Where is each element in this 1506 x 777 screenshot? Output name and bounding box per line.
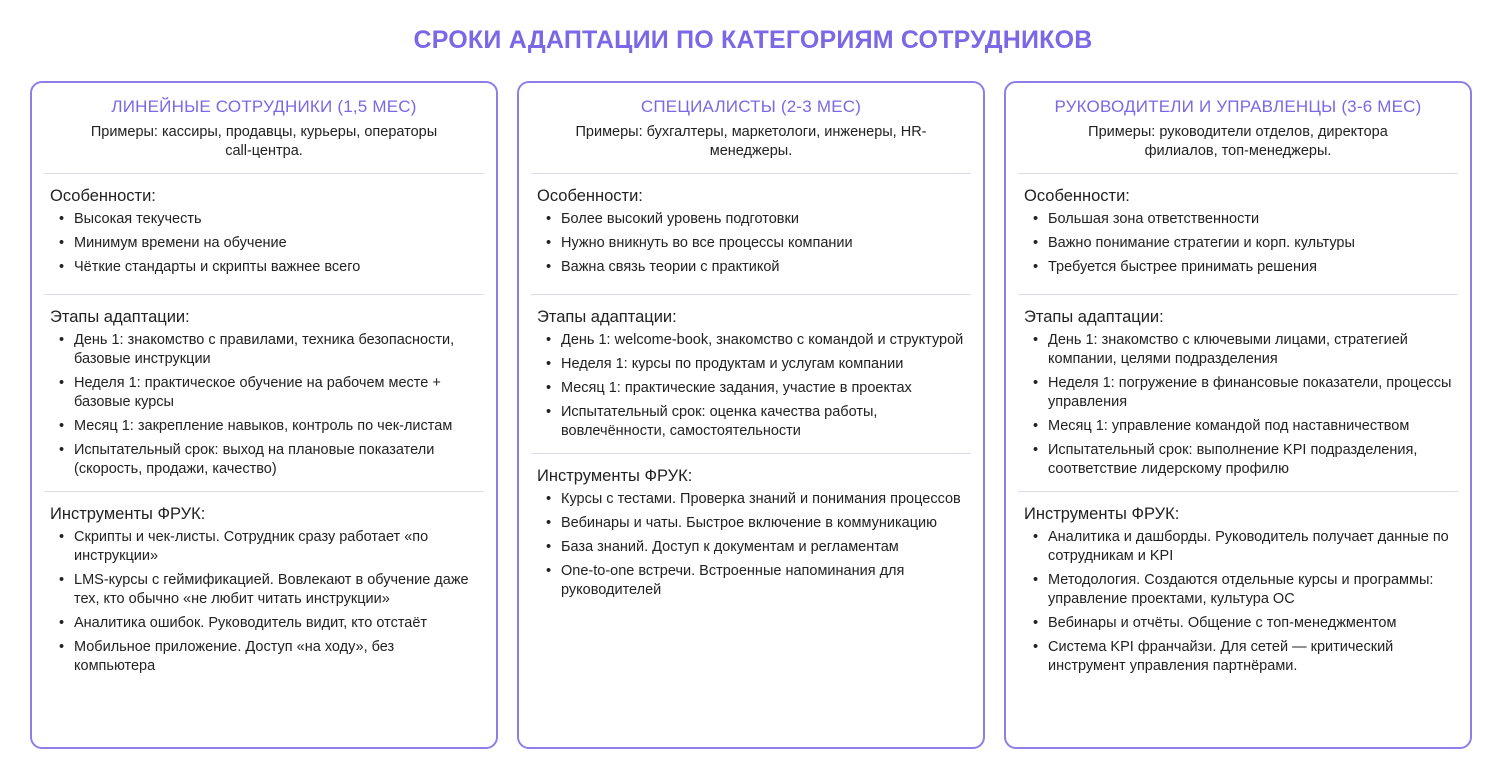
- section-tools: [1006, 492, 1470, 688]
- item-text: практические задания, участие в проектах: [620, 380, 912, 396]
- item-term: Испытательный срок:: [1048, 442, 1193, 458]
- item-term: Месяц 1:: [74, 418, 134, 434]
- tools-list: [50, 528, 478, 676]
- item-term: Испытательный срок:: [561, 404, 706, 420]
- item-text: Общение с топ-менеджментом: [1183, 615, 1397, 631]
- section-title: Особенности:: [537, 187, 643, 205]
- item-term: Система KPI франчайзи.: [1048, 639, 1217, 655]
- item-text: управление командой под наставничеством: [1107, 418, 1410, 434]
- item-text: Создаются отдельные курсы и программы: управление проектами, культура ОС: [1048, 572, 1434, 607]
- section-tools: [32, 492, 496, 688]
- item-text: Проверка знаний и понимания процессов: [676, 491, 961, 507]
- list-item: [1024, 331, 1452, 369]
- section-features: [32, 174, 496, 294]
- section-title: Этапы адаптации:: [537, 308, 677, 326]
- item-text: выполнение KPI подразделения, соответствие лидерскому профилю: [1048, 442, 1418, 477]
- list-item: [50, 441, 478, 479]
- item-text: погружение в финансовые показатели, процессы управления: [1048, 375, 1452, 410]
- section-title: Особенности:: [1024, 187, 1130, 205]
- section-title: Этапы адаптации:: [50, 308, 190, 326]
- list-item: [537, 355, 965, 374]
- card-linear: [30, 81, 498, 749]
- list-item: • Важна связь теории с практикой: [537, 258, 965, 277]
- list-item: [1024, 528, 1452, 566]
- item-text: Руководитель видит, кто отстаёт: [204, 615, 428, 631]
- item-text: оценка качества работы, вовлечённости, самостоятельности: [561, 404, 878, 439]
- item-text: практическое обучение на рабочем месте + базовые курсы: [74, 375, 441, 410]
- item-text: welcome-book, знакомство с командой и структурой: [610, 332, 964, 348]
- card-title: СПЕЦИАЛИСТЫ (2-3 МЕС): [640, 97, 862, 116]
- tools-list: [1024, 528, 1452, 676]
- features-list: [50, 210, 478, 277]
- section-stages: [1006, 295, 1470, 491]
- item-term: Испытательный срок:: [74, 442, 219, 458]
- tools-list: [537, 490, 965, 600]
- list-item: • Чёткие стандарты и скрипты важнее всего: [50, 258, 478, 277]
- list-item: [50, 417, 478, 436]
- list-item: [50, 614, 478, 633]
- item-text: Сотрудник сразу работает «по инструкции»: [74, 529, 429, 564]
- section-stages: [519, 295, 983, 453]
- list-item: [1024, 614, 1452, 633]
- list-item: [50, 331, 478, 369]
- list-item: • Высокая текучесть: [50, 210, 478, 229]
- list-item: • Минимум времени на обучение: [50, 234, 478, 253]
- item-text: Доступ к документам и регламентам: [648, 539, 899, 555]
- item-term: Скрипты и чек-листы.: [74, 529, 220, 545]
- list-item: [1024, 571, 1452, 609]
- item-term: Неделя 1:: [561, 356, 628, 372]
- list-item: • Нужно вникнуть во все процессы компании: [537, 234, 965, 253]
- item-term: Вебинары и чаты.: [561, 515, 683, 531]
- item-term: Месяц 1:: [1048, 418, 1108, 434]
- section-title: Этапы адаптации:: [1024, 308, 1164, 326]
- page-title: СРОКИ АДАПТАЦИИ ПО КАТЕГОРИЯМ СОТРУДНИКОВ: [413, 26, 1093, 54]
- item-text: курсы по продуктам и услугам компании: [627, 356, 904, 372]
- item-text: знакомство с правилами, техника безопасности, базовые инструкции: [74, 332, 455, 367]
- section-title: Инструменты ФРУК:: [50, 505, 206, 523]
- item-term: Курсы с тестами.: [561, 491, 677, 507]
- card-title: РУКОВОДИТЕЛИ И УПРАВЛЕНЦЫ (3-6 МЕС): [1054, 97, 1422, 116]
- features-list: [537, 210, 965, 277]
- item-term: Мобильное приложение.: [74, 639, 242, 655]
- item-term: День 1:: [74, 332, 124, 348]
- section-title: Особенности:: [50, 187, 156, 205]
- list-item: [1024, 638, 1452, 676]
- list-item: • Важно понимание стратегии и корп. культуры: [1024, 234, 1452, 253]
- list-item: [537, 490, 965, 509]
- list-item: [537, 331, 965, 350]
- list-item: [537, 403, 965, 441]
- list-item: • Более высокий уровень подготовки: [537, 210, 965, 229]
- list-item: [50, 638, 478, 676]
- item-term: Месяц 1:: [561, 380, 621, 396]
- section-tools: [519, 454, 983, 612]
- item-term: Неделя 1:: [74, 375, 141, 391]
- stages-list: [1024, 331, 1452, 479]
- list-item: • Большая зона ответственности: [1024, 210, 1452, 229]
- card-title: ЛИНЕЙНЫЕ СОТРУДНИКИ (1,5 МЕС): [111, 97, 417, 116]
- section-title: Инструменты ФРУК:: [537, 467, 693, 485]
- item-term: LMS-курсы с геймификацией.: [74, 572, 274, 588]
- stages-list: [537, 331, 965, 441]
- item-term: Аналитика ошибок.: [74, 615, 205, 631]
- item-term: День 1:: [561, 332, 611, 348]
- item-term: Аналитика и дашборды.: [1048, 529, 1212, 545]
- card-examples: Примеры: руководители отделов, директора филиалов, топ-менеджеры.: [1088, 124, 1388, 159]
- list-item: [1024, 374, 1452, 412]
- list-item: [537, 379, 965, 398]
- features-list: [1024, 210, 1452, 277]
- item-text: Для сетей — критический инструмент управления партнёрами.: [1048, 639, 1394, 674]
- list-item: [537, 538, 965, 557]
- item-text: закрепление навыков, контроль по чек-листам: [133, 418, 453, 434]
- section-title: Инструменты ФРУК:: [1024, 505, 1180, 523]
- item-term: Методология.: [1048, 572, 1141, 588]
- card-header: [32, 83, 496, 161]
- item-term: Вебинары и отчёты.: [1048, 615, 1184, 631]
- card-managers: [1004, 81, 1472, 749]
- item-text: Вовлекают в обучение даже тех, кто обычно «не любит читать инструкции»: [74, 572, 469, 607]
- item-text: знакомство с ключевыми лицами, стратегией компании, целями подразделения: [1048, 332, 1408, 367]
- stages-list: [50, 331, 478, 479]
- item-term: Неделя 1:: [1048, 375, 1115, 391]
- list-item: [50, 528, 478, 566]
- card-examples: Примеры: бухгалтеры, маркетологи, инженеры, HR-менеджеры.: [575, 124, 927, 159]
- item-text: Руководитель получает данные по сотрудникам и KPI: [1048, 529, 1449, 564]
- list-item: [537, 514, 965, 533]
- card-header: [1006, 83, 1470, 161]
- card-specialists: [517, 81, 985, 749]
- list-item: • Требуется быстрее принимать решения: [1024, 258, 1452, 277]
- list-item: [537, 562, 965, 600]
- item-text: Доступ «на ходу», без компьютера: [74, 639, 395, 674]
- list-item: [50, 571, 478, 609]
- item-text: Встроенные напоминания для руководителей: [561, 563, 905, 598]
- list-item: [50, 374, 478, 412]
- card-examples: Примеры: кассиры, продавцы, курьеры, операторы call-центра.: [90, 124, 438, 159]
- section-stages: [32, 295, 496, 491]
- list-item: [1024, 441, 1452, 479]
- item-text: Быстрое включение в коммуникацию: [682, 515, 937, 531]
- item-text: выход на плановые показатели (скорость, продажи, качество): [74, 442, 435, 477]
- card-header: [519, 83, 983, 161]
- section-features: [1006, 174, 1470, 294]
- item-term: One-to-one встречи.: [561, 563, 696, 579]
- item-term: База знаний.: [561, 539, 649, 555]
- section-features: [519, 174, 983, 294]
- item-term: День 1:: [1048, 332, 1098, 348]
- list-item: [1024, 417, 1452, 436]
